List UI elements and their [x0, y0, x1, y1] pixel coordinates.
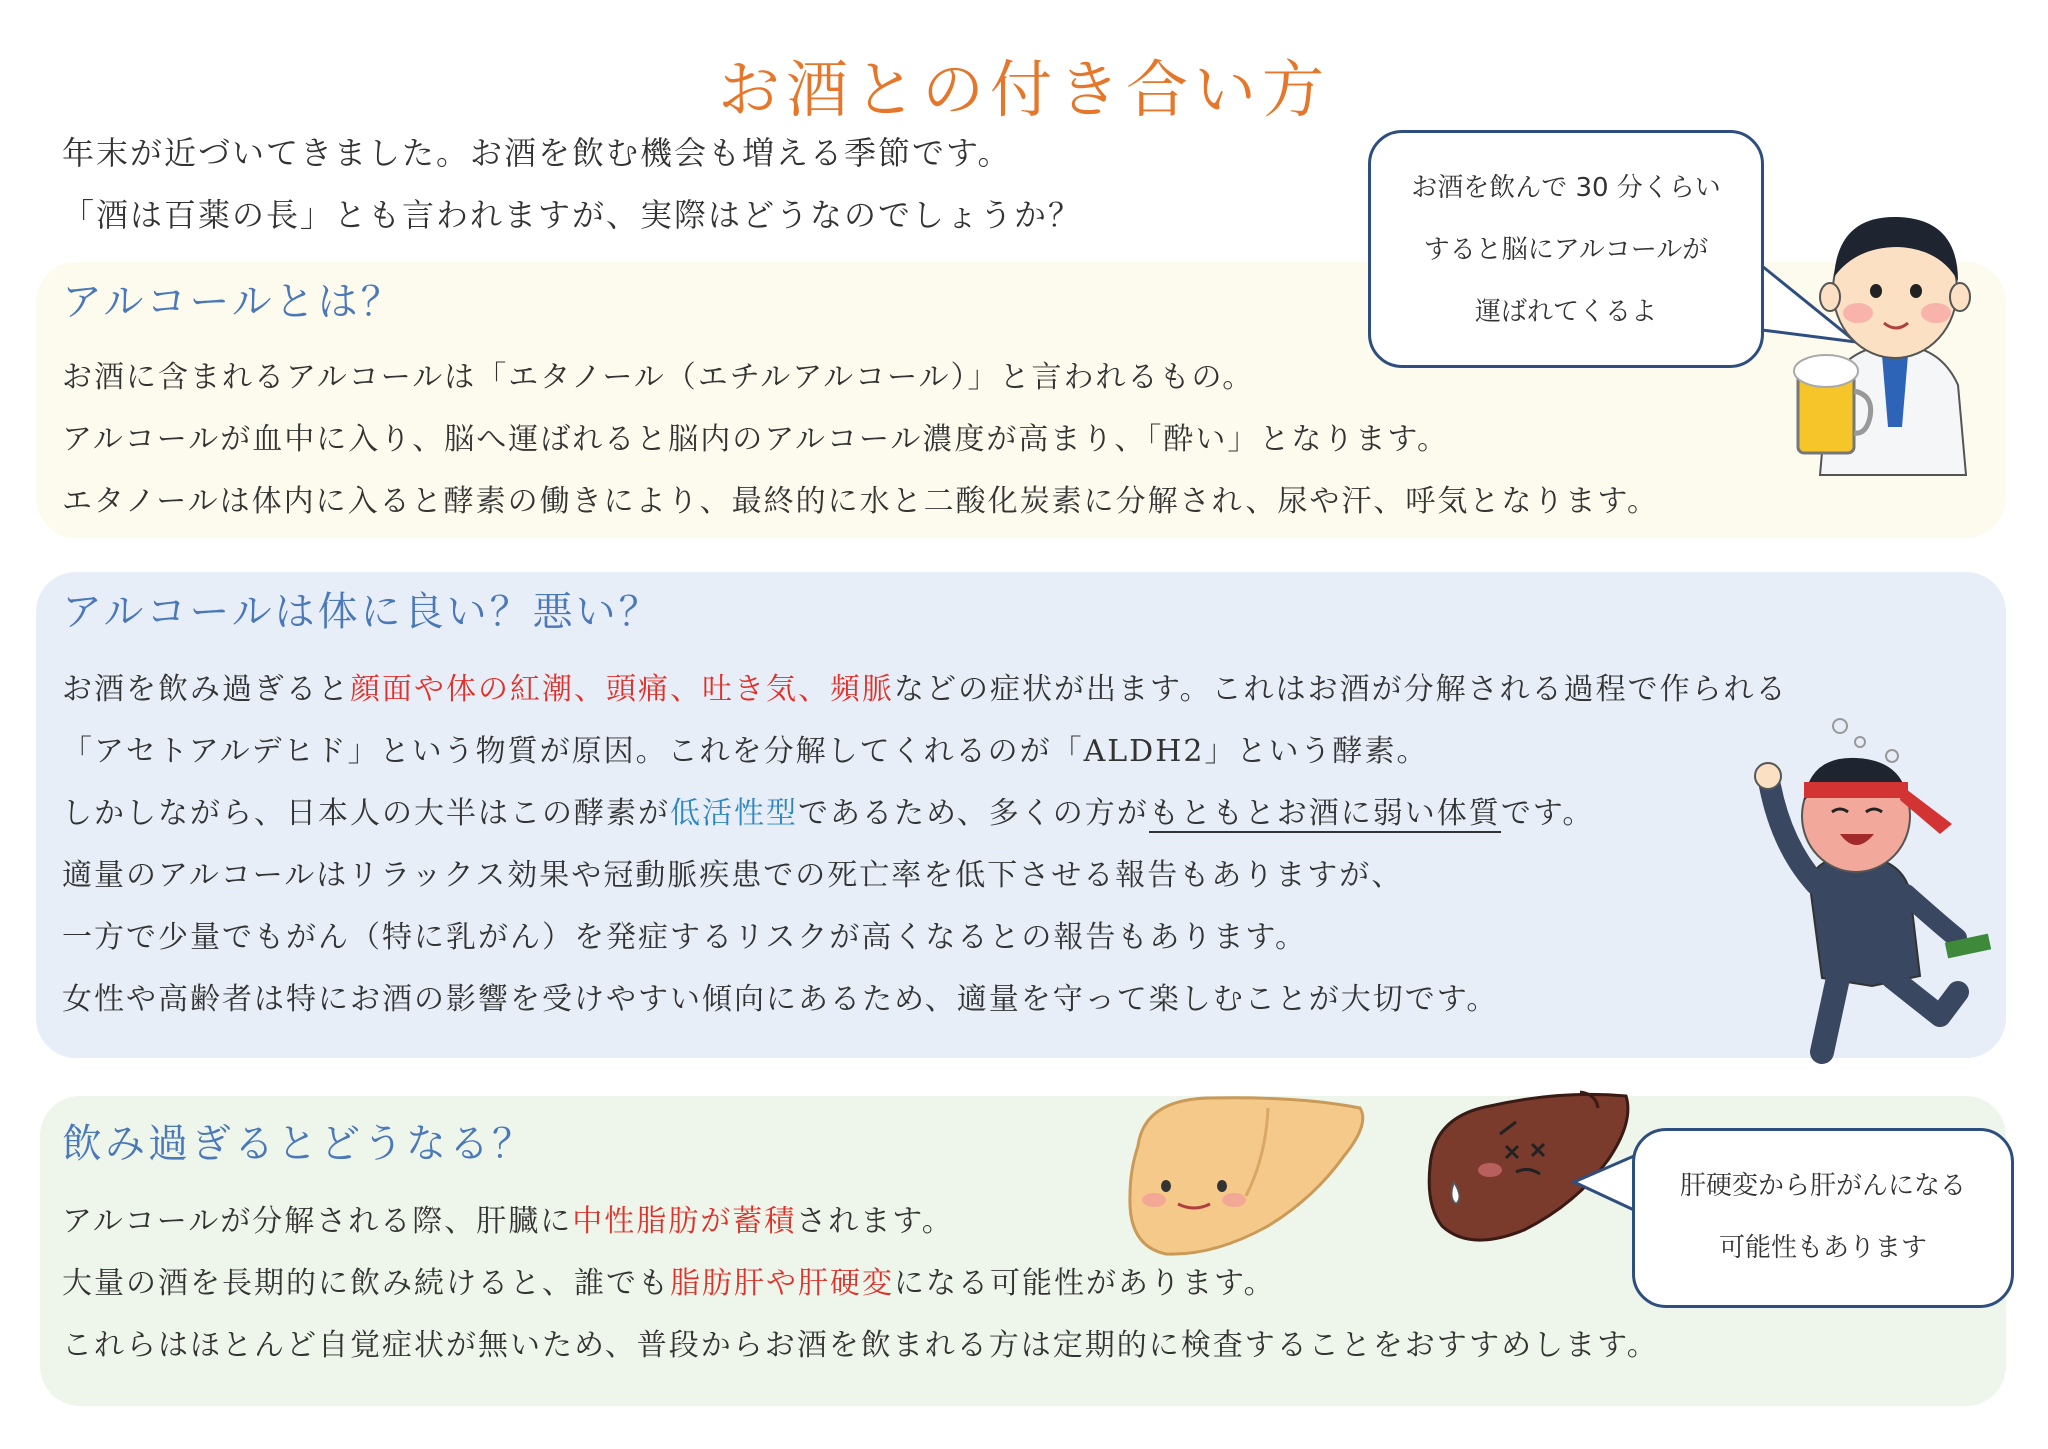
- drunk-man-icon: [1752, 716, 2002, 1064]
- text-segment: などの症状が出ます。これはお酒が分解される過程で作られる: [894, 672, 1788, 707]
- speech-bubble-2: [1632, 1128, 2014, 1308]
- section-good-bad-line-1: [62, 664, 1788, 708]
- section-good-bad-line-4: 適量のアルコールはリラックス効果や冠動脈疾患での死亡率を低下させる報告もありますが、: [62, 858, 1404, 893]
- intro-line-2: 「酒は百薬の長」とも言われますが、実際はどうなのでしょうか？: [62, 196, 1083, 234]
- section-good-bad-line-5: 一方で少量でもがん（特に乳がん）を発症するリスクが高くなるとの報告もあります。: [62, 920, 1307, 955]
- speech-bubble-2-line-2: 可能性もあります: [1718, 1233, 1927, 1263]
- intro-line-1: 年末が近づいてきました。お酒を飲む機会も増える季節です。: [62, 134, 1012, 172]
- section-alcohol-line-2: アルコールが血中に入り、脳へ運ばれると脳内のアルコール濃度が高まり、「酔い」となります。: [62, 422, 1449, 457]
- section-overdrinking-line-2: [62, 1258, 1276, 1302]
- symptom-emphasis: 顔面や体の紅潮、頭痛、吐き気、頻脈: [350, 672, 894, 707]
- weak-constitution-emphasis: もともとお酒に弱い体質: [1148, 796, 1501, 831]
- low-activity-emphasis: 低活性型: [670, 796, 798, 831]
- section-good-bad-line-6: 女性や高齢者は特にお酒の影響を受けやすい傾向にあるため、適量を守って楽しむことが大切です。: [62, 982, 1499, 1017]
- speech-bubble-1-line-1: お酒を飲んで 30 分くらい: [1411, 173, 1721, 203]
- text-segment: しかしながら、日本人の大半はこの酵素が: [62, 796, 670, 831]
- text-segment: されます。: [796, 1204, 954, 1239]
- section-alcohol-line-3: エタノールは体内に入ると酵素の働きにより、最終的に水と二酸化炭素に分解され、尿や汗、呼気となります。: [62, 484, 1659, 519]
- healthy-liver-icon: [1118, 1086, 1372, 1266]
- section-good-bad-line-3: [62, 788, 1594, 832]
- page-title: お酒との付き合い方: [717, 53, 1330, 126]
- text-segment: お酒を飲み過ぎると: [62, 672, 350, 707]
- fat-accumulation-emphasis: 中性脂肪が蓄積: [572, 1204, 797, 1239]
- text-segment: アルコールが分解される際、肝臓に: [62, 1204, 573, 1239]
- speech-bubble-tail-2: [1570, 1150, 1636, 1230]
- section-alcohol-line-1: お酒に含まれるアルコールは「エタノール（エチルアルコール）」と言われるもの。: [62, 360, 1255, 395]
- section-alcohol-heading: アルコールとは？: [62, 279, 404, 325]
- speech-bubble-2-line-1: 肝硬変から肝がんになる: [1679, 1171, 1966, 1201]
- speech-bubble-1: [1368, 130, 1764, 368]
- speech-bubble-1-line-2: すると脳にアルコールが: [1423, 235, 1709, 265]
- section-good-bad-line-2: 「アセトアルデヒド」という物質が原因。これを分解してくれるのが「ALDH2」という酵素。: [62, 734, 1429, 769]
- section-overdrinking-heading: 飲み過ぎるとどうなる？: [62, 1121, 535, 1167]
- text-segment: 大量の酒を長期的に飲み続けると、誰でも: [62, 1266, 670, 1301]
- section-overdrinking-line-1: [62, 1196, 954, 1240]
- text-segment: になる可能性があります。: [894, 1266, 1276, 1301]
- man-with-beer-icon: [1790, 195, 1990, 475]
- speech-bubble-1-line-3: 運ばれてくるよ: [1474, 297, 1657, 327]
- liver-disease-emphasis: 脂肪肝や肝硬変: [670, 1266, 894, 1301]
- text-segment: であるため、多くの方が: [798, 796, 1149, 831]
- section-good-bad-heading: アルコールは体に良い？悪い？: [62, 589, 662, 635]
- section-overdrinking-line-3: これらはほとんど自覚症状が無いため、普段からお酒を飲まれる方は定期的に検査することをおすすめします。: [62, 1328, 1659, 1363]
- text-segment: です。: [1500, 796, 1595, 831]
